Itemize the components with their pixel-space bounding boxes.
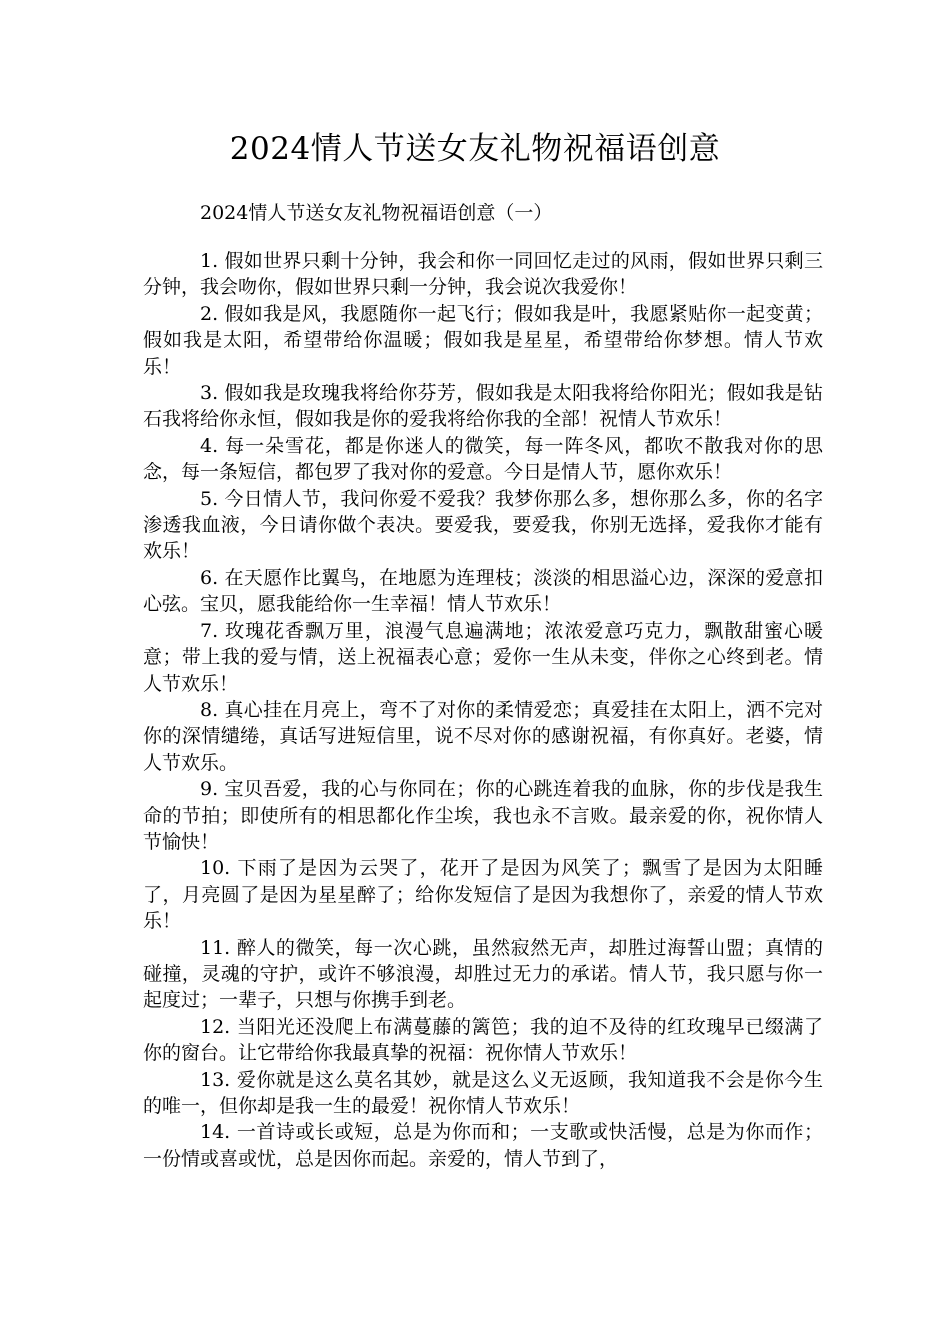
paragraph-5: 5. 今日情人节，我问你爱不爱我？我梦你那么多，想你那么多，你的名字渗透我血液，今日请你做个表决。要爱我，要爱我，你别无选择，爱我你才能有欢乐！: [143, 487, 823, 563]
paragraph-12: 12. 当阳光还没爬上布满蔓藤的篱笆；我的迫不及待的红玫瑰早已缀满了你的窗台。让它带给你我最真挚的祝福：祝你情人节欢乐！: [143, 1015, 823, 1065]
document-title: 2024情人节送女友礼物祝福语创意: [229, 131, 721, 167]
paragraph-9: 9. 宝贝吾爱，我的心与你同在；你的心跳连着我的血脉，你的步伐是我生命的节拍；即使所有的相思都化作尘埃，我也永不言败。最亲爱的你，祝你情人节愉快！: [143, 778, 823, 853]
paragraph-1: 1. 假如世界只剩十分钟，我会和你一同回忆走过的风雨，假如世界只剩三分钟，我会吻你，假如世界只剩一分钟，我会说次我爱你！: [143, 250, 823, 299]
section-heading: 2024情人节送女友礼物祝福语创意（一）: [200, 202, 553, 224]
paragraph-2: 2. 假如我是风，我愿随你一起飞行；假如我是叶，我愿紧贴你一起变黄；假如我是太阳，希望带给你温暖；假如我是星星，希望带给你梦想。情人节欢乐！: [143, 302, 823, 378]
paragraph-7: 7. 玫瑰花香飘万里，浪漫气息遍满地；浓浓爱意巧克力，飘散甜蜜心暖意；带上我的爱与情，送上祝福表心意；爱你一生从未变，伴你之心终到老。情人节欢乐！: [143, 619, 823, 695]
paragraph-11: 11. 醉人的微笑，每一次心跳，虽然寂然无声，却胜过海誓山盟；真情的碰撞，灵魂的守护，或许不够浪漫，却胜过无力的承诺。情人节，我只愿与你一起度过；一辈子，只想与你携手到老。: [143, 936, 823, 1012]
paragraph-13: 13. 爱你就是这么莫名其妙，就是这么义无返顾，我知道我不会是你今生的唯一，但你却是我一生的最爱！祝你情人节欢乐！: [143, 1068, 823, 1117]
paragraph-4: 4. 每一朵雪花，都是你迷人的微笑，每一阵冬风，都吹不散我对你的思念，每一条短信，都包罗了我对你的爱意。今日是情人节，愿你欢乐！: [143, 434, 823, 484]
paragraph-3: 3. 假如我是玫瑰我将给你芬芳，假如我是太阳我将给你阳光；假如我是钻石我将给你永恒，假如我是你的爱我将给你我的全部！祝情人节欢乐！: [143, 382, 823, 431]
paragraph-8: 8. 真心挂在月亮上，弯不了对你的柔情爱恋；真爱挂在太阳上，洒不完对你的深情缱绻，真话写进短信里，说不尽对你的感谢祝福，有你真好。老婆，情人节欢乐。: [143, 698, 823, 774]
paragraph-10: 10. 下雨了是因为云哭了，花开了是因为风笑了；飘雪了是因为太阳睡了，月亮圆了是因为星星醉了；给你发短信了是因为我想你了，亲爱的情人节欢乐！: [143, 857, 823, 933]
document-body: [143, 248, 823, 1172]
paragraph-14: 14. 一首诗或长或短，总是为你而和；一支歌或快活慢，总是为你而作；一份情或喜或忧，总是因你而起。亲爱的，情人节到了，: [143, 1121, 823, 1170]
paragraph-6: 6. 在天愿作比翼鸟，在地愿为连理枝；淡淡的相思溢心边，深深的爱意扣心弦。宝贝，愿我能给你一生幸福！情人节欢乐！: [143, 566, 823, 616]
